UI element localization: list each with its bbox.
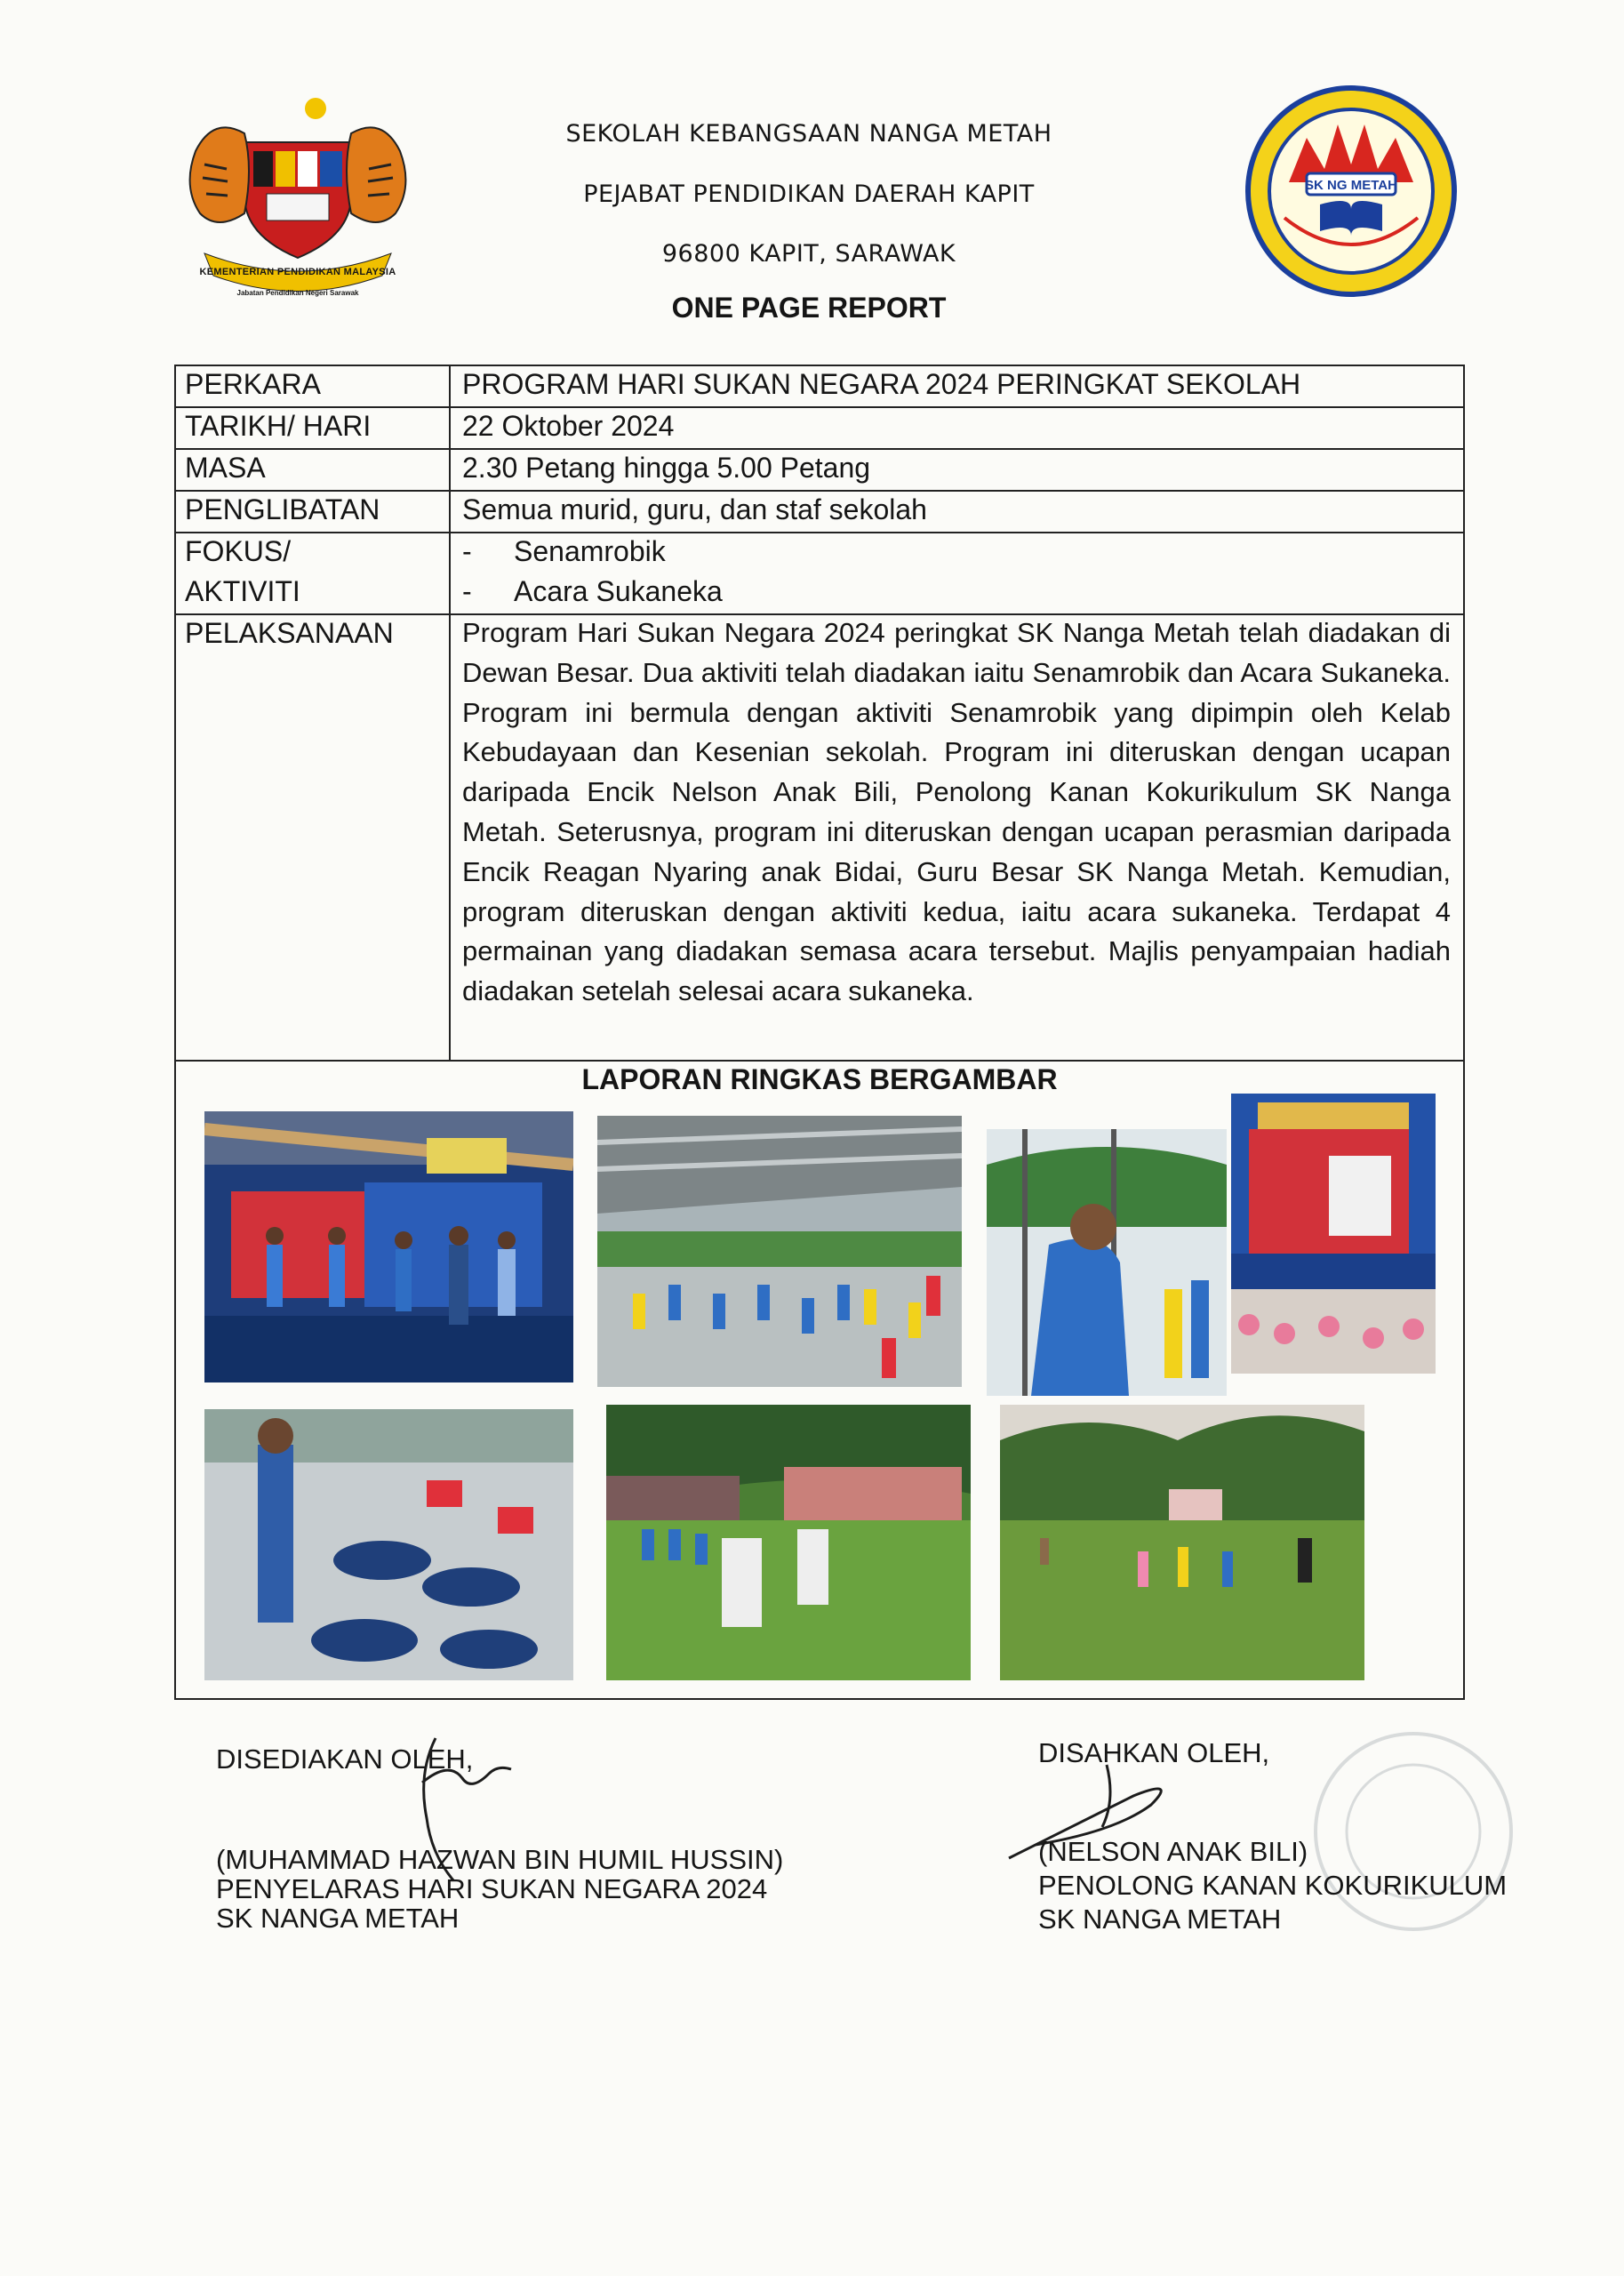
- school-crest-logo: [1244, 84, 1458, 298]
- approved-by-name: (NELSON ANAK BILI): [1038, 1836, 1308, 1867]
- paragraph-line: ini diteruskan dengan ucapan daripada Encik Nelson Anak Bili, Penolong: [462, 736, 1451, 808]
- paragraph-line: diadakan semasa acara tersebut. Majlis penyampaian hadiah diadakan: [462, 935, 1451, 1007]
- label-masa: MASA: [185, 452, 266, 484]
- prepared-by-label: DISEDIAKAN OLEH,: [216, 1743, 474, 1775]
- table-column-divider: [449, 365, 451, 1062]
- school-address: 96800 KAPIT, SARAWAK: [661, 240, 956, 268]
- photo-teacher-speech: [987, 1129, 1227, 1396]
- paragraph-line: diteruskan dengan ucapan perasmian daripada Encik Reagan Nyaring: [462, 815, 1451, 887]
- value-penglibatan: Semua murid, guru, dan staf sekolah: [462, 493, 927, 525]
- list-bullet: -: [462, 575, 472, 607]
- photo-sack-race: [606, 1405, 971, 1680]
- prepared-by-name: (MUHAMMAD HAZWAN BIN HUMIL HUSSIN): [216, 1844, 784, 1875]
- photo-sukaneka-crawl: [204, 1409, 573, 1680]
- photos-heading: LAPORAN RINGKAS BERGAMBAR: [581, 1063, 1058, 1095]
- approved-by-label: DISAHKAN OLEH,: [1038, 1737, 1270, 1768]
- photo-senamrobik-stage: [204, 1111, 573, 1382]
- paragraph-line: setelah selesai acara sukaneka.: [581, 975, 974, 1007]
- paragraph-line: dan Acara Sukaneka. Program ini bermula dengan aktiviti Senamrobik: [462, 656, 1451, 728]
- row-divider: [174, 1060, 1465, 1062]
- school-name: SEKOLAH KEBANGSAAN NANGA METAH: [565, 120, 1052, 148]
- value-perkara: PROGRAM HARI SUKAN NEGARA 2024 PERINGKAT SEKOLAH: [462, 368, 1301, 400]
- prepared-by-role: PENYELARAS HARI SUKAN NEGARA 2024: [216, 1873, 768, 1904]
- label-fokus: FOKUS/: [185, 535, 292, 567]
- row-divider: [174, 532, 1465, 533]
- label-penglibatan: PENGLIBATAN: [185, 493, 380, 525]
- row-divider: [174, 406, 1465, 408]
- paragraph-line: yang dipimpin oleh Kelab Kebudayaan dan Kesenian sekolah. Program: [462, 696, 1451, 768]
- label-pelaksanaan: PELAKSANAAN: [185, 617, 394, 649]
- paragraph-line: diadakan di Dewan Besar. Dua aktiviti telah diadakan iaitu Senamrobik: [462, 617, 1451, 688]
- report-title: ONE PAGE REPORT: [671, 292, 947, 324]
- paragraph-line: Kanan Kokurikulum SK Nanga Metah. Seterusnya, program ini: [462, 776, 1451, 847]
- label-tarikh: TARIKH/ HARI: [185, 410, 372, 442]
- row-divider: [174, 490, 1465, 492]
- label-perkara: PERKARA: [185, 368, 321, 400]
- row-divider: [174, 448, 1465, 450]
- district-office: PEJABAT PENDIDIKAN DAERAH KAPIT: [583, 180, 1035, 208]
- list-bullet: -: [462, 535, 472, 567]
- school-stamp-icon: [1307, 1725, 1520, 1938]
- paragraph-line: dengan aktiviti kedua, iaitu acara sukaneka. Terdapat 4 permainan yang: [462, 895, 1451, 967]
- photo-field-game: [1000, 1405, 1364, 1680]
- value-tarikh: 22 Oktober 2024: [462, 410, 675, 442]
- pelaksanaan-paragraph: [462, 613, 1451, 1012]
- fokus-item: Acara Sukaneka: [514, 575, 723, 607]
- approved-by-role: PENOLONG KANAN KOKURIKULUM: [1038, 1870, 1508, 1901]
- approved-by-school: SK NANGA METAH: [1038, 1903, 1282, 1935]
- malaysia-coat-of-arms-logo: [169, 89, 427, 311]
- ministry-name: KEMENTERIAN PENDIDIKAN MALAYSIA: [199, 267, 396, 277]
- photo-students-hall: [597, 1116, 962, 1387]
- school-crest-text: SK NG METAH: [1305, 178, 1397, 193]
- value-masa: 2.30 Petang hingga 5.00 Petang: [462, 452, 871, 484]
- fokus-item: Senamrobik: [514, 535, 666, 567]
- paragraph-line: anak Bidai, Guru Besar SK Nanga Metah. Kemudian, program diteruskan: [462, 855, 1451, 927]
- label-aktiviti: AKTIVITI: [185, 575, 300, 607]
- ministry-subtitle: Jabatan Pendidikan Negeri Sarawak: [236, 289, 359, 297]
- prepared-by-school: SK NANGA METAH: [216, 1903, 460, 1934]
- photo-stage-wide: [1231, 1094, 1436, 1374]
- paragraph-line: Program Hari Sukan Negara 2024 peringkat SK Nanga Metah telah: [462, 617, 1300, 648]
